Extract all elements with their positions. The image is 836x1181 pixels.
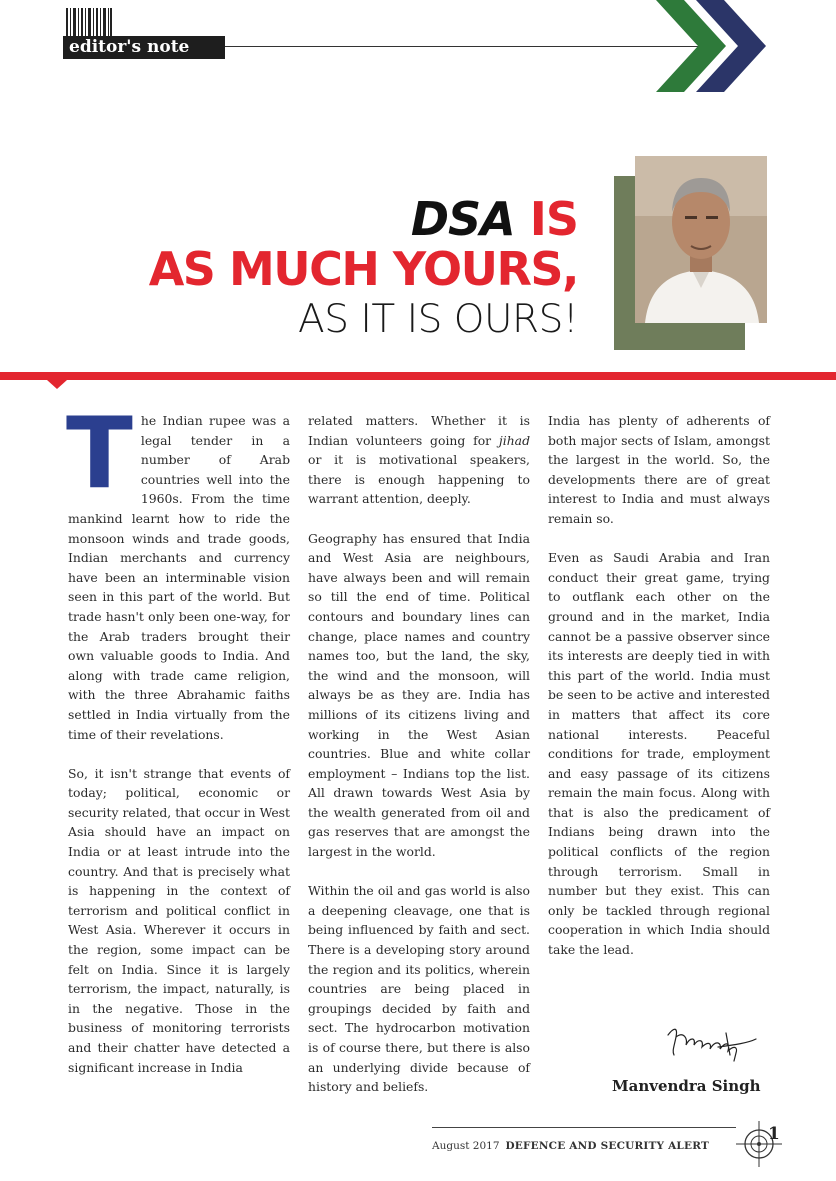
article-column-1 [66, 397, 290, 1097]
author-photo [635, 156, 767, 323]
divider-bar [0, 372, 836, 380]
barcode-icon [66, 8, 112, 38]
article-paragraph-2: So, it isn't strange that events of today; political, economic or security related, that occur in West Asia should have an impact on India or at least intrude into the country. And that is precisely what is happening in the context of terrorism and political conflict in West Asia. Wherever it occurs in the region, some impact can be felt on India. Since it is largely terrorism, the impact, naturally, is in the negative. Those in the business of monitoring terrorists and their chatter have detected a significant increase in India [68, 765, 290, 1075]
headline-line-2: AS MUCH YOURS, [148, 242, 578, 296]
article-paragraph-5: Within the oil and gas world is also a deepening cleavage, one that is being influenced by faith and sect. There is a developing story around the region and its politics, wherein countries are being placed in groupings decided by faith and sect. The hydrocarbon motivation is of course there, but there is also an underlying divide because of history and beliefs. [308, 883, 530, 1095]
divider-pointer [47, 380, 67, 389]
headline-line-3: AS IT IS OURS! [298, 297, 578, 342]
footer-rule [432, 1127, 736, 1128]
header-rule [225, 46, 710, 47]
issue-date: August 2017 [432, 1140, 500, 1152]
drop-cap: T [66, 397, 133, 511]
headline-dsa: DSA [410, 192, 515, 246]
publication-name: DEFENCE AND SECURITY ALERT [505, 1140, 709, 1152]
article-paragraph-4: Geography has ensured that India and West Asia are neighbours, have always been and will remain so till the end of time. Political contours and boundary lines can change, place names and country names too, but the land, the sky, the wind and the monsoon, will always be as they are. India has millions of its citizens living and working in the West Asian countries. Blue and white collar employment – Indians top the list. All drawn towards West Asia by the wealth generated from oil and gas reserves that are amongst the largest in the world. [308, 530, 530, 860]
article-column-3 [548, 411, 770, 979]
article-paragraph-6: India has plenty of adherents of both major sects of Islam, amongst the largest in the world. So, the developments there are of great interest to India and must always remain so. [548, 413, 770, 526]
headline-line-1 [149, 192, 578, 246]
page-number: 1 [768, 1124, 780, 1144]
author-name: Manvendra Singh [612, 1077, 761, 1095]
footer [432, 1140, 709, 1152]
headline-is: IS [514, 192, 578, 246]
article-paragraph-1: he Indian rupee was a legal tender in a number of Arab countries well into the 1960s. From the time mankind learnt how to ride the monsoon winds and trade goods, Indian merchants and currency have been an interminable vision seen in this part of the world. But trade hasn't only been one-way, for the Arab traders brought their own valuable goods to India. And along with trade came religion, with the three Abrahamic faiths settled in India virtually from the time of their revelations. [68, 413, 290, 742]
article-paragraph-3: related matters. Whether it is Indian volunteers going for jihad or it is motivational speakers, there is enough happening to warrant attention, deeply. [308, 413, 530, 507]
signature-icon [664, 1021, 760, 1065]
section-label: editor's note [63, 36, 225, 59]
chevron-arrows-icon [656, 0, 766, 92]
article-column-2 [308, 411, 530, 1116]
headline [148, 192, 578, 342]
article-paragraph-7: Even as Saudi Arabia and Iran conduct their great game, trying to outflank each other on the ground and in the market, India cannot be a passive observer since its interests are deeply tied in with this part of the world. India must be seen to be active and interested in matters that affect its core national interests. Peaceful conditions for trade, employment and easy passage of its citizens remain the main focus. Along with that is also the predicament of Indians being drawn into the political conflicts of the region through terrorism. Small in number but they exist. This can only be tackled through regional cooperation in which India should take the lead. [548, 550, 770, 958]
